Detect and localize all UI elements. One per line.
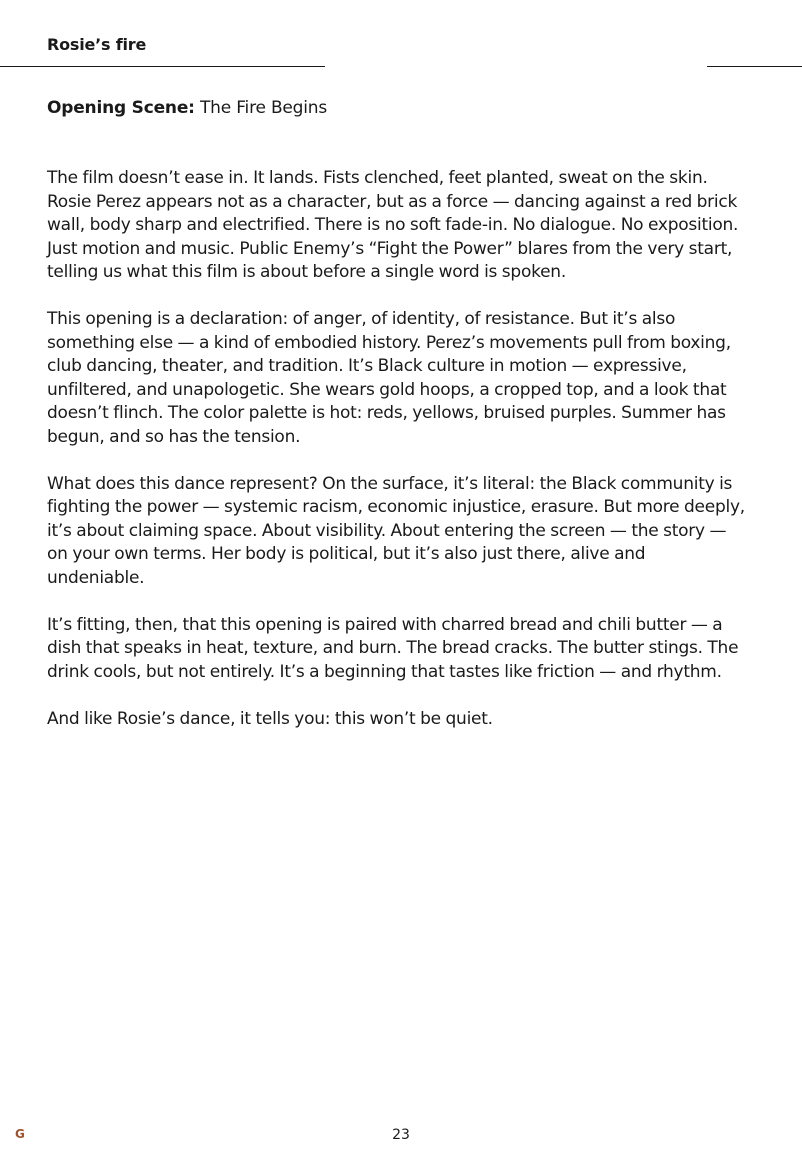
paragraph: And like Rosie’s dance, it tells you: this won’t be quiet. xyxy=(47,708,493,729)
paragraph: The film doesn’t ease in. It lands. Fists clenched, feet planted, sweat on the skin. Rosie Perez appears not as a character, but as a force — dancing against a red brick wall, body sharp and electrified. There is no soft fade-in. No dialogue. No exposition. Just motion and music. Public Enemy’s “Fight the Power” blares from the very start, telling us what this film is about before a single word is spoken. xyxy=(47,168,739,282)
paragraph: It’s fitting, then, that this opening is paired with charred bread and chili butter — a dish that speaks in heat, texture, and burn. The bread cracks. The butter stings. The drink cools, but not entirely. It’s a beginning that tastes like friction — and rhythm. xyxy=(47,614,739,682)
scene-label: Opening Scene: xyxy=(47,98,195,118)
page-number: 23 xyxy=(392,1127,410,1143)
header-rule-right xyxy=(707,66,802,67)
running-title: Rosie’s fire xyxy=(47,35,147,54)
header-rule-left xyxy=(0,66,325,67)
footer-logo-mark: G xyxy=(15,1127,25,1141)
paragraph: What does this dance represent? On the surface, it’s literal: the Black community is fighting the power — systemic racism, economic injustice, erasure. But more deeply, it’s about claiming space. About visibility. About entering the screen — the story — on your own terms. Her body is political, but it’s also just there, alive and undeniable. xyxy=(47,473,745,588)
paragraph: This opening is a declaration: of anger, of identity, of resistance. But it’s also something else — a kind of embodied history. Perez’s movements pull from boxing, club dancing, theater, and tradition. It’s Black culture in motion — expressive, unfiltered, and unapologetic. She wears gold hoops, a cropped top, and a look that doesn’t flinch. The color palette is hot: reds, yellows, bruised purples. Summer has begun, and so has the tension. xyxy=(47,309,731,447)
body-text xyxy=(47,167,747,755)
scene-heading xyxy=(47,97,327,120)
scene-title: The Fire Begins xyxy=(199,98,328,118)
